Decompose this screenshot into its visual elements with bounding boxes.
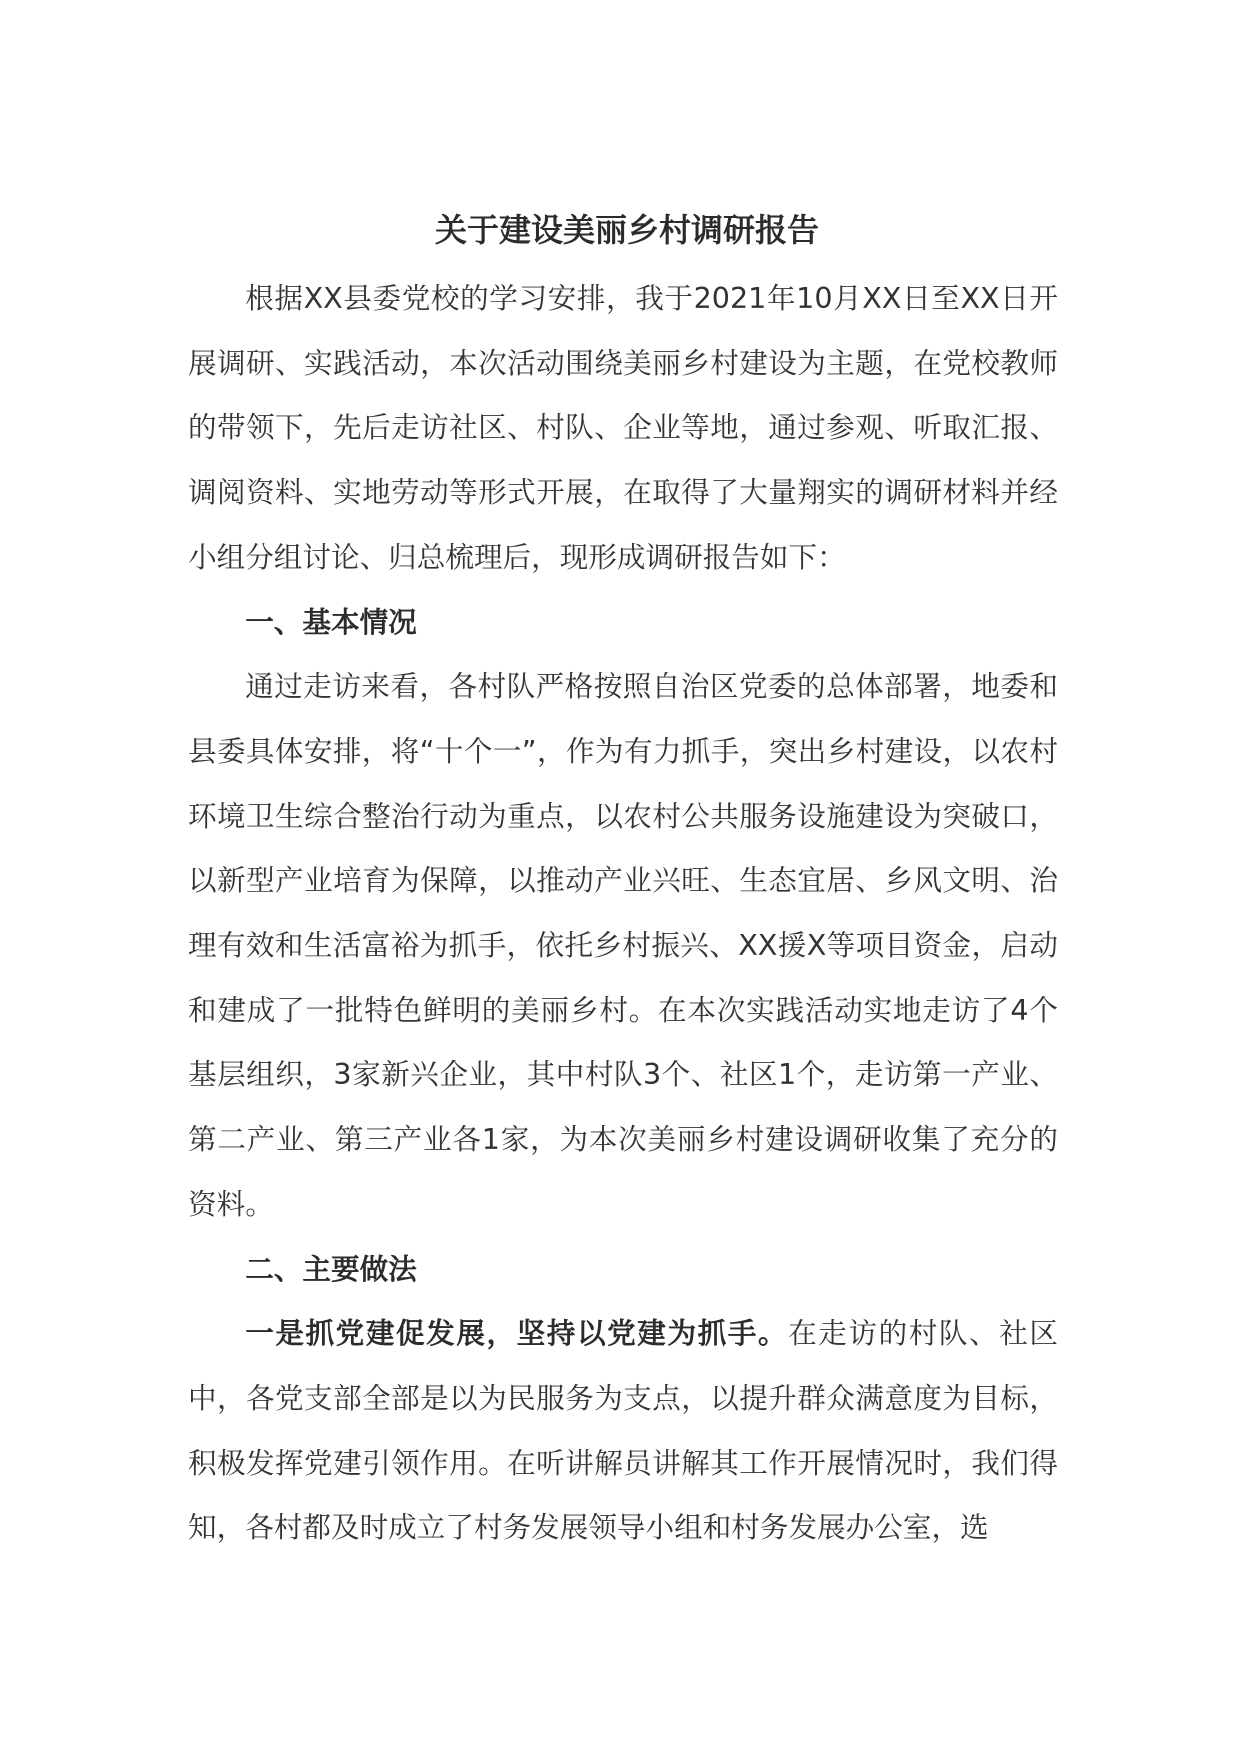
section-heading-main-practices: 二、主要做法 (245, 1251, 417, 1286)
basic-situation-paragraph: 通过走访来看，各村队严格按照自治区党委的总体部署，地委和县委具体安排，将“十个一”，作为有力抓手，突出乡村建设，以农村环境卫生综合整治行动为重点，以农村公共服务设施建设为突破口，以新型产业培育为保障，以推动产业兴旺、生态宜居、乡风文明、治理有效和生活富裕为抓手，依托乡村振兴、XX援X等项目资金，启动和建成了一批特色鲜明的美丽乡村。在本次实践活动实地走访了4个基层组织，3家新兴企业，其中村队3个、社区1个，走访第一产业、第二产业、第三产业各1家，为本次美丽乡村建设调研收集了充分的资料。 (188, 669, 1058, 1221)
document-body (188, 204, 1058, 1560)
intro-paragraph: 根据XX县委党校的学习安排，我于2021年10月XX日至XX日开展调研、实践活动，本次活动围绕美丽乡村建设为主题，在党校教师的带领下，先后走访社区、村队、企业等地，通过参观、听取汇报、调阅资料、实地劳动等形式开展，在取得了大量翔实的调研材料并经小组分组讨论、归总梳理后，现形成调研报告如下： (188, 281, 1058, 574)
main-practices-body: 在走访的村队、社区中，各党支部全部是以为民服务为支点，以提升群众满意度为目标，积极发挥党建引领作用。在听讲解员讲解其工作开展情况时，我们得知，各村都及时成立了村务发展领导小组和村务发展办公室，选 (188, 1316, 1058, 1545)
main-practices-lead: 一是抓党建促发展，坚持以党建为抓手。 (245, 1316, 789, 1351)
section-heading-basic-situation: 一、基本情况 (245, 604, 417, 639)
main-practices-paragraph (188, 1301, 1058, 1560)
document-title: 关于建设美丽乡村调研报告 (434, 211, 819, 249)
